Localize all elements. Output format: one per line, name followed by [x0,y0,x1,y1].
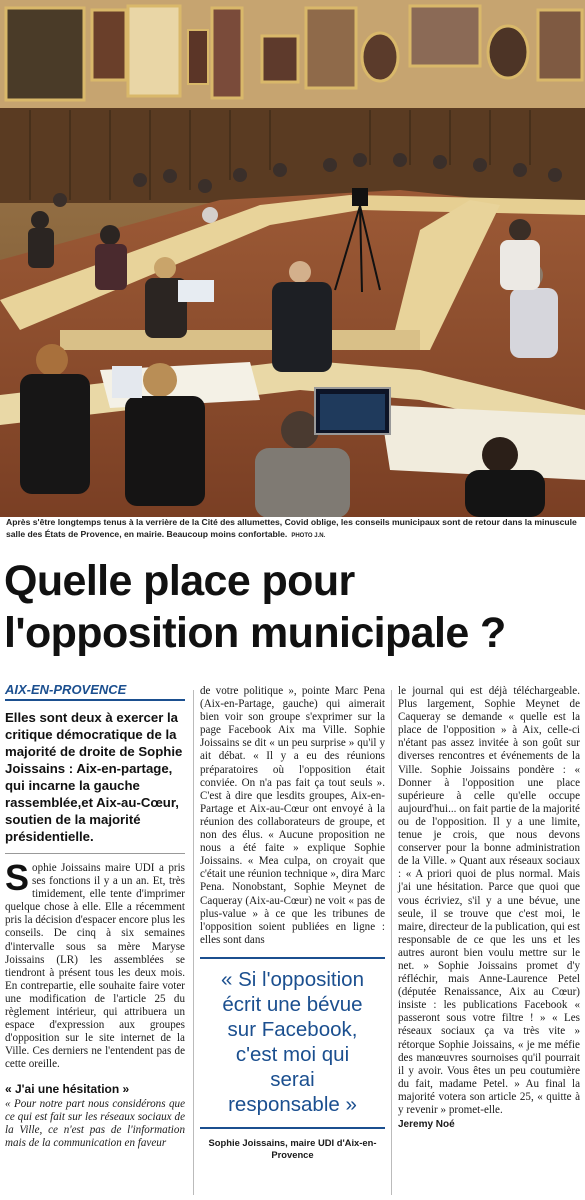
drop-cap: S [5,857,30,898]
subheading: « J'ai une hésitation » [5,1081,130,1096]
standfirst: Elles sont deux à exercer la critique démocratique de la majorité de droite de Sophie Joissains : Aix-en-partage, qui incarne la gauche rassemblée,et Aix-au-Cœur, soutien de la majorité présidentielle. [5,709,185,854]
council-meeting-photo [0,0,585,517]
pull-quote-line: sur Facebook, [227,1017,358,1041]
photo-credit: PHOTO J.N. [291,532,326,539]
author-signature: Jeremy Noé [398,1119,455,1131]
headline [4,555,584,659]
body-col2: de votre politique », pointe Marc Pena (Aix-en-Partage, gauche) qui aimerait bien voir son groupe s'exprimer sur la page Facebook Aix ma Ville. Sophie Joissains se dit « un peu surprise » qu'il y ait débat. « Il y a eu des réunions préparatoires où l'opposition était conviée. On n'a pas fait ça tout seuls ». C'est à dire que lesdits groupes, Aix-en-Partage et Aix-au-Cœur ont envoyé à la réunion des collaborateurs de groupe, et non des élus. « Aucune proposition ne nous a été faite » explique Sophie Joissains. « Mea culpa, on croyait que c'était une réunion technique », dira Marc Pena. Nonobstant, Sophie Meynet de Caqueray (Aix-au-Cœur) ne voit « pas de plus-value » à ce que les tribunes de l'opposition soient publiées en ligne : elles sont dans [200,685,385,946]
body-col1-cont [5,1098,185,1150]
headline-line-2: l'opposition municipale ? [4,609,506,657]
pull-quote-line: serai [270,1067,315,1091]
pull-quote-line: « Si l'opposition [221,967,364,991]
body-col3: le journal qui est déjà téléchargeable. Plus largement, Sophie Meynet de Caqueray se demande « quelle est la place de l'opposition » à Aix, celle-ci n'étant pas assez invitée à son goût sur diverses rencontres et événements de la Ville. Sophie Joissains pondère : « Donner à l'opposition une place supérieure à celle qu'elle occupe aujourd'hui... on fait partie de la majorité ou de l'opposition. Il y a une limite, tenue je crois, que nous devons conserver pour la bonne administration de la Ville. » Quant aux réseaux sociaux : « A priori quoi de plus normal. Mais j'ai une hésitation. Parce que quoi que vous écriviez, s'il y a une bévue, une seule, il se trouve que c'est moi, le maire, directeur de la publication, qui est responsable de ce que les uns et les autres auront bien voulu mettre sur le net. » Sophie Joissains promet d'y réfléchir, mais Anne-Laurence Petel (députée Renaissance, Aix au Cœur) insiste : les publications Facebook « passeront sous votre filtre ! » « Les réseaux sociaux ça va très vite » rétorque Sophie Joissains, « je me méfie des manœuvres sournoises qu'il pourrait il y avoir. Vous êtes un peu coutumière du fait, madame Petel. » Au final la majorité votera son article 25, « quitte à y revenir » promet-elle. [398,685,580,1116]
pull-quote-source: Sophie Joissains, maire UDI d'Aix-en-Provence [208,1136,377,1160]
headline-line-1: Quelle place pour [4,557,355,605]
pull-quote-line: écrit une bévue [222,992,363,1016]
caption-text: Après s'être longtemps tenus à la verrière de la Cité des allumettes, Covid oblige, les conseils municipaux sont de retour dans la minuscule salle des États de Provence, en mairie. Beaucoup moins confortable. [6,517,577,539]
pull-quote-line: responsable » [228,1092,357,1116]
paragraph: ophie Joissains maire UDI a pris ses fonctions il y a un an. Et, très timidement, elle tente d'imprimer quelque chose à elle. Elle a récemment pris la décision d'espacer encore plus les conseils. De cinq à six semaines d'intervalle sous sa mère Maryse Joissains (LR) les assemblées se tiendront à présent tous les deux mois. En contrepartie, elle souhaite faire voter une modification de l'article 25 du règlement intérieur, qui attribuera un espace d'expression aux groupes d'opposition sur le site internet de la Ville. Ces derniers ne l'entendent pas de cette oreille. [5,862,185,1071]
kicker-location: AIX-EN-PROVENCE [5,682,185,701]
photo-caption [6,517,581,551]
pull-quote-line: c'est moi qui [235,1042,350,1066]
column-2 [200,685,385,1161]
paragraph: « Pour notre part nous considérons que ce qui est fait sur les réseaux sociaux de la Ville, ce n'est pas de l'information mais de la communication en faveur [5,1097,185,1149]
pull-quote [200,957,385,1129]
column-divider [391,690,392,1195]
body-col1 [5,857,185,1072]
column-3 [398,685,580,1130]
column-divider [193,690,194,1195]
column-1 [5,682,185,1150]
